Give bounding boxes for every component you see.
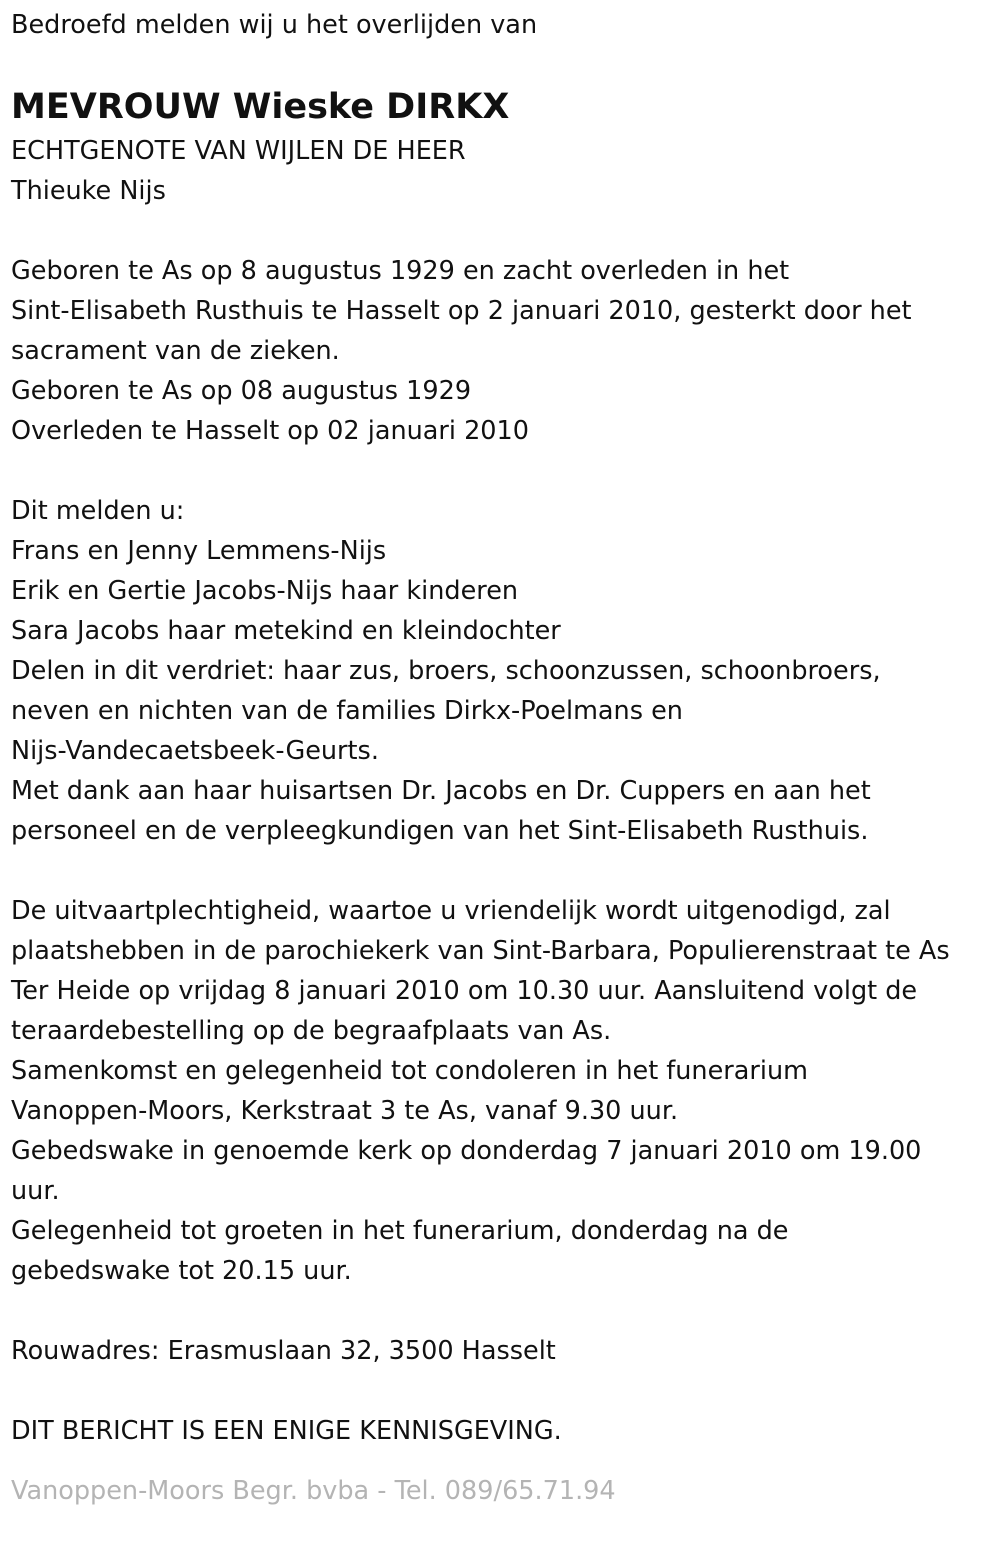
mourning-address: Rouwadres: Erasmuslaan 32, 3500 Hasselt	[11, 1336, 556, 1366]
text-line: Gelegenheid tot groeten in het funerarium, donderdag na de	[11, 1216, 789, 1246]
spouse-name: Thieuke Nijs	[11, 176, 166, 206]
text-line: Overleden te Hasselt op 02 januari 2010	[11, 416, 529, 446]
spacer	[11, 1291, 991, 1331]
text-line: Samenkomst en gelegenheid tot condoleren in het funerarium	[11, 1056, 808, 1086]
text-line: Vanoppen-Moors, Kerkstraat 3 te As, vanaf 9.30 uur.	[11, 1096, 679, 1126]
text-line: neven en nichten van de families Dirkx-Poelmans en	[11, 696, 683, 726]
spacer	[11, 1371, 991, 1411]
funeral-home-footer: Vanoppen-Moors Begr. bvba - Tel. 089/65.71.94	[11, 1476, 616, 1506]
text-line: Geboren te As op 08 augustus 1929	[11, 376, 472, 406]
text-line: Geboren te As op 8 augustus 1929 en zacht overleden in het	[11, 256, 790, 286]
text-line: Frans en Jenny Lemmens-Nijs	[11, 536, 387, 566]
death-notice	[11, 0, 991, 1511]
ceremony-section	[11, 891, 991, 1291]
spacer	[11, 851, 991, 891]
intro-text: Bedroefd melden wij u het overlijden van	[11, 10, 538, 40]
family-section	[11, 491, 991, 851]
text-line: Delen in dit verdriet: haar zus, broers, schoonzussen, schoonbroers,	[11, 656, 881, 686]
relation-text: ECHTGENOTE VAN WIJLEN DE HEER	[11, 136, 466, 166]
text-line: Sara Jacobs haar metekind en kleindochter	[11, 616, 561, 646]
birth-death-section	[11, 251, 991, 451]
text-line: Nijs-Vandecaetsbeek-Geurts.	[11, 736, 379, 766]
text-line: gebedswake tot 20.15 uur.	[11, 1256, 352, 1286]
text-line: teraardebestelling op de begraafplaats van As.	[11, 1016, 612, 1046]
text-line: uur.	[11, 1176, 60, 1206]
text-line: personeel en de verpleegkundigen van het Sint-Elisabeth Rusthuis.	[11, 816, 869, 846]
text-line: Gebedswake in genoemde kerk op donderdag 7 januari 2010 om 19.00	[11, 1136, 922, 1166]
text-line: Erik en Gertie Jacobs-Nijs haar kinderen	[11, 576, 519, 606]
text-line: Dit melden u:	[11, 496, 185, 526]
text-line: Sint-Elisabeth Rusthuis te Hasselt op 2 januari 2010, gesterkt door het	[11, 296, 912, 326]
text-line: De uitvaartplechtigheid, waartoe u vriendelijk wordt uitgenodigd, zal	[11, 896, 891, 926]
closing-statement: DIT BERICHT IS EEN ENIGE KENNISGEVING.	[11, 1416, 562, 1446]
text-line: Met dank aan haar huisartsen Dr. Jacobs en Dr. Cuppers en aan het	[11, 776, 871, 806]
text-line: plaatshebben in de parochiekerk van Sint-Barbara, Populierenstraat te As	[11, 936, 950, 966]
text-line: Ter Heide op vrijdag 8 januari 2010 om 10.30 uur. Aansluitend volgt de	[11, 976, 918, 1006]
spacer	[11, 451, 991, 491]
text-line: sacrament van de zieken.	[11, 336, 340, 366]
deceased-name: MEVROUW Wieske DIRKX	[11, 87, 510, 127]
spacer	[11, 211, 991, 251]
